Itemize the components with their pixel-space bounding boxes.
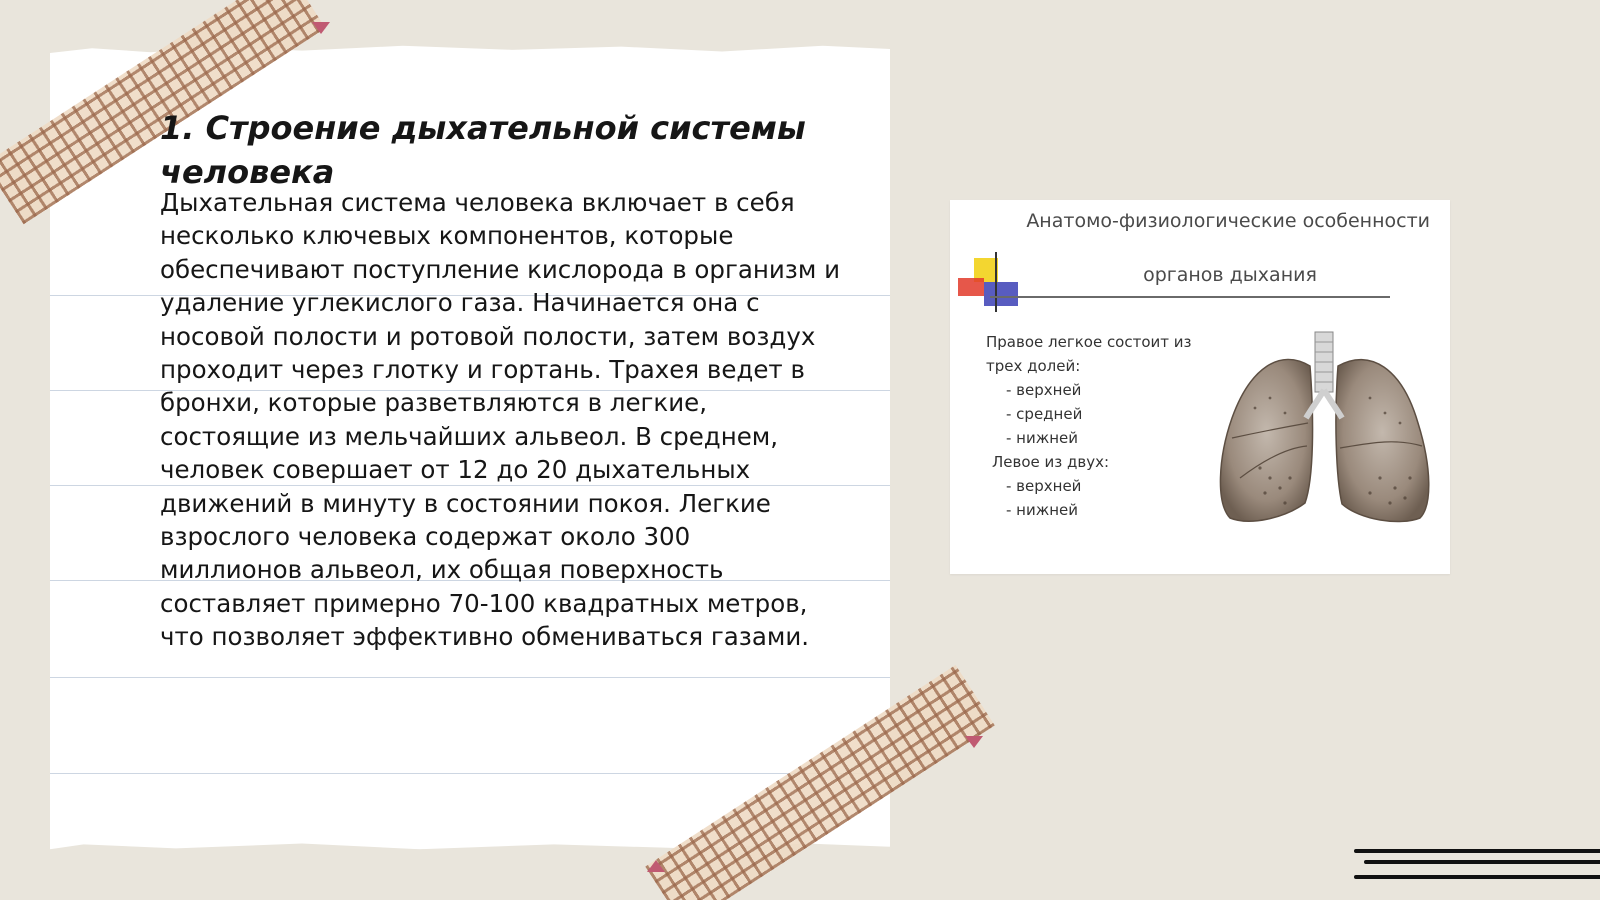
tape-tip — [312, 22, 330, 34]
lungs-illustration — [1210, 328, 1435, 528]
paper-rule — [50, 677, 890, 678]
lobe-item: - верхней — [1006, 477, 1082, 495]
right-lung-heading: Правое легкое состоит из — [986, 333, 1192, 351]
decorative-line — [1354, 849, 1600, 853]
lobe-item: - нижней — [1006, 501, 1079, 519]
decorative-line — [1354, 875, 1600, 879]
lobe-item: - средней — [1006, 405, 1083, 423]
lobe-item: - верхней — [1006, 381, 1082, 399]
tape-tip — [965, 736, 983, 748]
image-title-line1: Анатомо-физиологические особенности — [1026, 210, 1430, 232]
lobes-list — [986, 330, 1206, 522]
lobe-item: - нижней — [1006, 429, 1079, 447]
tape-tip — [647, 860, 665, 872]
slide-title: 1. Строение дыхательной системы человека — [160, 109, 806, 191]
decorative-line — [1364, 860, 1600, 864]
left-lung-heading: Левое из двух: — [992, 453, 1110, 471]
image-title-line2: органов дыхания — [1143, 264, 1317, 286]
right-lung-heading-2: трех долей: — [986, 357, 1081, 375]
paper-rule — [50, 773, 890, 774]
image-title-divider — [990, 296, 1390, 298]
lungs-image-card — [950, 200, 1450, 574]
slide-body-text: Дыхательная система человека включает в себя несколько ключевых компонентов, которые обеспечивают поступление кислорода в организм и удаление углекислого газа. Начинается она с носовой полости и ротовой полости, затем воздух проходит через глотку и гортань. Трахея ведет в бронхи, которые разветвляются в легкие, состоящие из мельчайших альвеол. В среднем, человек совершает от 12 до 20 дыхательных движений в минуту в состоянии покоя. Легкие взрослого человека содержат около 300 миллионов альвеол, их общая поверхность составляет примерно 70-100 квадратных метров, что позволяет эффективно обмениваться газами. — [160, 188, 841, 652]
